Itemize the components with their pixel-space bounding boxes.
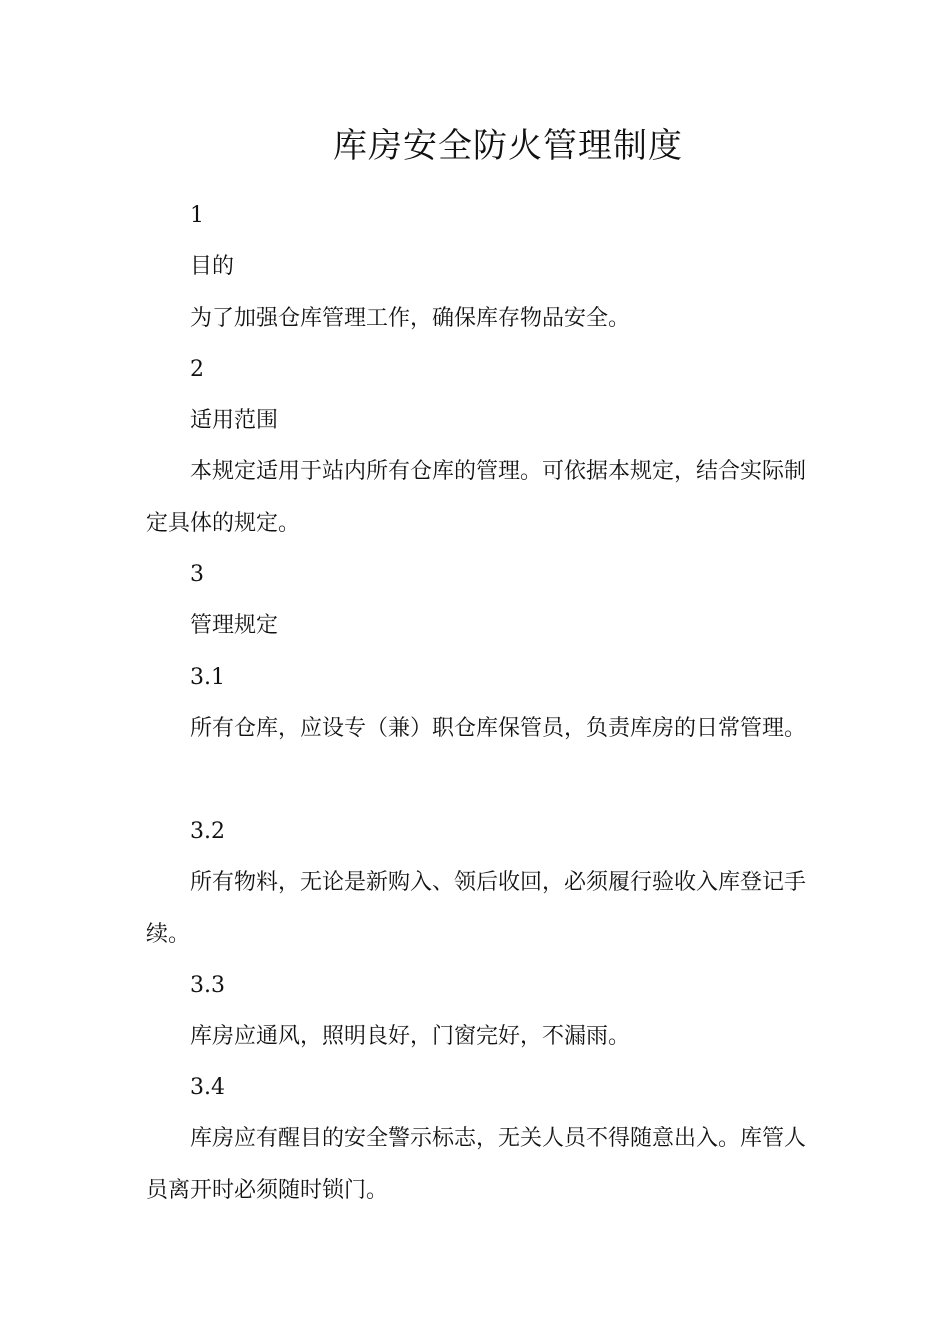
document-title: 库房安全防火管理制度 [333,126,683,166]
clause-text-3-2: 所有物料，无论是新购入、领后收回，必须履行验收入库登记手续。 [146,870,807,947]
clause-text-3-4: 库房应有醒目的安全警示标志，无关人员不得随意出入。库管人员离开时必须随时锁门。 [146,1126,807,1203]
section-heading-rules: 管理规定 [190,613,279,638]
section-heading-scope: 适用范围 [190,408,279,433]
clause-number-3-3: 3.3 [190,973,225,998]
clause-text-3-3: 库房应通风，照明良好，门窗完好，不漏雨。 [190,1024,631,1049]
section-number-3: 3 [190,562,204,587]
clause-number-3-4: 3.4 [190,1075,225,1100]
clause-number-3-1: 3.1 [190,665,225,690]
section-number-1: 1 [190,203,204,228]
paragraph-scope: 本规定适用于站内所有仓库的管理。可依据本规定，结合实际制定具体的规定。 [146,459,807,536]
section-heading-purpose: 目的 [190,254,235,279]
clause-number-3-2: 3.2 [190,819,225,844]
section-number-2: 2 [190,357,204,382]
clause-text-3-1: 所有仓库，应设专（兼）职仓库保管员，负责库房的日常管理。 [190,716,807,741]
paragraph-purpose: 为了加强仓库管理工作，确保库存物品安全。 [190,306,631,331]
